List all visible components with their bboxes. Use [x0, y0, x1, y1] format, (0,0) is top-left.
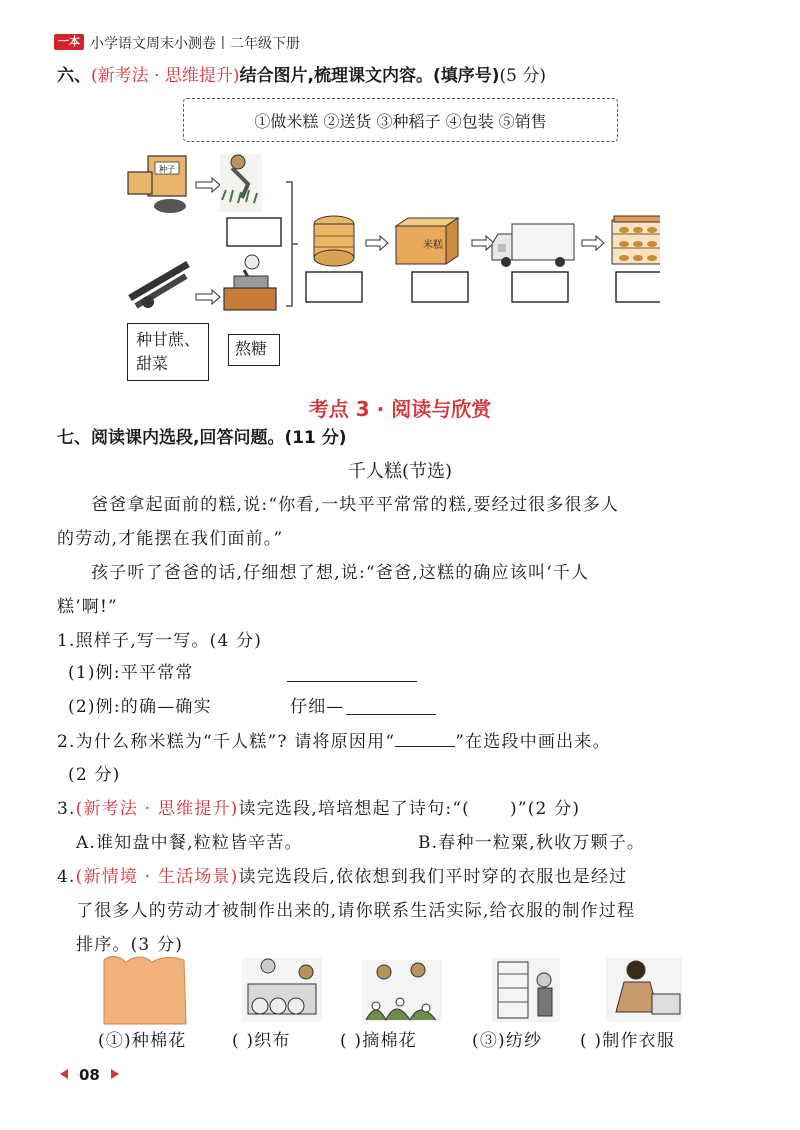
sub-question-3 [57, 792, 580, 826]
q6-tag: (新考法 · 思维提升) [91, 66, 240, 86]
answer-line-1b[interactable] [346, 714, 436, 715]
option-a: A.谁知盘中餐,粒粒皆辛苦。 [76, 833, 303, 853]
section-title: 考点 3 · 阅读与欣赏 [308, 397, 492, 421]
page-number: 08 [79, 1066, 100, 1084]
answer-line-1a[interactable] [287, 681, 417, 682]
sub-question-3-tag: (新考法 · 思维提升) [75, 799, 239, 819]
next-page-icon[interactable] [111, 1069, 119, 1079]
answer-box-1 [227, 218, 281, 246]
q6-text: 结合图片,梳理课文内容。(填序号) [239, 66, 500, 86]
order-label-5: 制作衣服 [602, 1031, 676, 1051]
sub-question-2-score: (2 分) [68, 765, 121, 785]
sub-question-1b-prompt: 仔细— [290, 697, 345, 717]
order-item-4 [472, 1024, 542, 1058]
cotton-picking-icon [362, 960, 442, 1022]
order-label-2: 织布 [254, 1031, 291, 1051]
sub-question-4-line2: 了很多人的劳动才被制作出来的,请你联系生活实际,给衣服的制作过程 [76, 901, 636, 921]
answer-box-3 [412, 272, 468, 302]
label-boil-sugar: 熬糖 [228, 334, 280, 366]
order-label-1: 种棉花 [131, 1031, 187, 1051]
sub-question-1: 1.照样子,写一写。(4 分) [57, 631, 263, 651]
answer-box-2 [306, 272, 362, 302]
prev-page-icon[interactable] [60, 1069, 68, 1079]
steamer-icon [314, 216, 354, 266]
sub-question-3-num: 3. [57, 799, 76, 819]
shop-shelf-icon [612, 216, 660, 264]
seed-bag-label: 种子 [159, 165, 175, 174]
box-label: 米糕 [423, 240, 443, 251]
sub-question-1a: (1)例:平平常常 [68, 663, 194, 683]
passage-title: 千人糕(节选) [347, 461, 453, 482]
sub-question-4-line3: 排序。(3 分) [76, 935, 184, 955]
sub-question-3-text: 读完选段,培培想起了诗句:“( [238, 799, 470, 819]
passage-para2-line2: 糕’啊!” [57, 597, 118, 617]
sub-question-4-tag: (新情境 · 生活场景) [75, 867, 239, 887]
arrow-icon [366, 236, 388, 250]
arrow-icon [196, 290, 220, 304]
cotton-field-icon [104, 956, 186, 1024]
answer-box-4 [512, 272, 568, 302]
q7-heading: 七、阅读课内选段,回答问题。(11 分) [57, 428, 347, 448]
passage-para2-line1: 孩子听了爸爸的话,仔细想了想,说:“爸爸,这糕的确应该叫‘千人 [91, 563, 590, 583]
order-answer-1[interactable]: (①) [98, 1031, 132, 1051]
publisher-logo: 一本 [54, 34, 84, 50]
arrow-icon [472, 236, 494, 250]
option-b: B.春种一粒粟,秋收万颗子。 [418, 833, 646, 853]
order-answer-5[interactable]: ( ) [580, 1031, 603, 1051]
q6-heading [57, 68, 546, 85]
order-label-4: 纺纱 [505, 1031, 543, 1051]
seed-bag-icon [128, 156, 186, 213]
clothing-process-images [100, 950, 700, 1026]
tailor-icon [606, 958, 682, 1022]
underline-sample [395, 724, 455, 747]
q6-options-box: ①做米糕 ②送货 ③种稻子 ④包装 ⑤销售 [183, 98, 618, 142]
delivery-truck-icon [492, 224, 574, 267]
boiling-sugar-icon [224, 255, 276, 310]
book-title: 小学语文周末小测卷丨二年级下册 [90, 36, 300, 52]
sub-question-4-text1: 读完选段后,依依想到我们平时穿的衣服也是经过 [238, 867, 628, 887]
weaving-worker-icon [242, 958, 322, 1022]
sub-question-1b: (2)例:的确—确实 [68, 697, 212, 717]
sub-question-2-text-a: 2.为什么称米糕为“千人糕”? 请将原因用“ [57, 732, 396, 752]
order-answer-4[interactable]: (③) [472, 1031, 506, 1051]
q6-score: (5 分) [499, 66, 546, 86]
q6-number: 六、 [57, 66, 91, 86]
order-item-1 [98, 1024, 186, 1058]
sub-question-2-text-b: ”在选段中画出来。 [455, 732, 611, 752]
arrow-icon [582, 236, 604, 250]
passage-para1-line2: 的劳动,才能摆在我们面前。” [57, 529, 284, 549]
label-sugarcane: 种甘蔗、甜菜 [127, 323, 209, 381]
order-item-5 [580, 1024, 675, 1058]
order-item-2 [232, 1024, 291, 1058]
order-answer-3[interactable]: ( ) [340, 1031, 363, 1051]
arrow-icon [196, 178, 220, 192]
sub-question-2 [57, 724, 611, 759]
farmer-planting-icon [220, 154, 262, 212]
spinning-machine-icon [492, 958, 560, 1022]
order-answer-2[interactable]: ( ) [232, 1031, 255, 1051]
order-item-3 [340, 1024, 417, 1058]
sub-question-4 [57, 860, 627, 894]
sugarcane-icon [130, 264, 188, 308]
sub-question-4-num: 4. [57, 867, 76, 887]
sub-question-3-end: )”(2 分) [509, 799, 581, 819]
order-label-3: 摘棉花 [362, 1031, 417, 1051]
passage-para1-line1: 爸爸拿起面前的糕,说:“你看,一块平平常常的糕,要经过很多很多人 [91, 495, 620, 515]
package-box-icon [396, 218, 458, 264]
answer-box-5 [616, 272, 660, 302]
